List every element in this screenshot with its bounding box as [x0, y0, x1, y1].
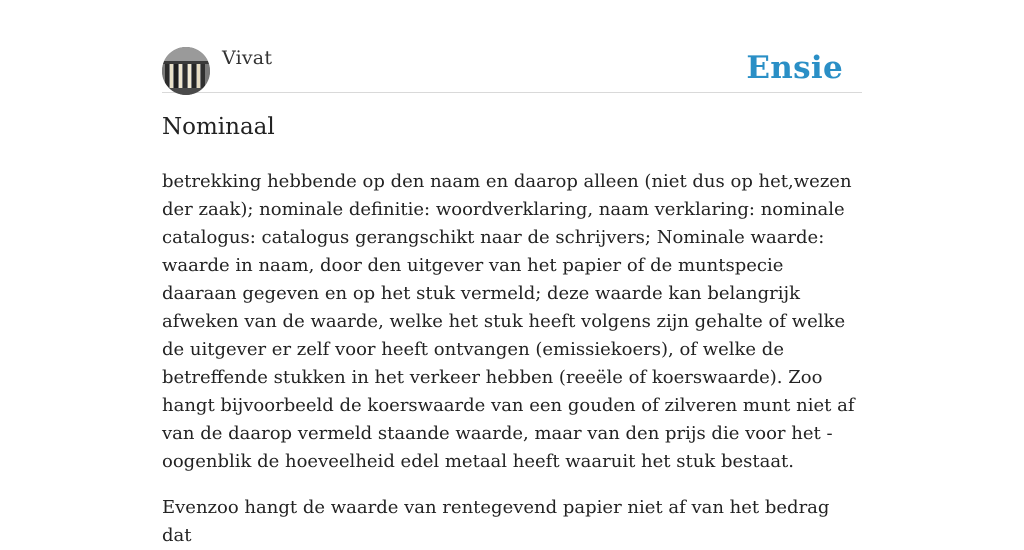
page-title: Nominaal	[162, 114, 275, 140]
article-paragraph-1: betrekking hebbende op den naam en daarop alleen (niet dus op het,wezen der zaak); nominale definitie: woordverklaring, naam verklaring: nominale catalogus: catalogus gerangschikt naar de schrijvers; Nominale waarde: waarde in naam, door den uitgever van het papier of de muntspecie daaraan gegeven en op het stuk vermeld; deze waarde kan belangrijk afweken van de waarde, welke het stuk heeft volgens zijn gehalte of welke de uitgever er zelf voor heeft ontvangen (emissiekoers), of welke de betreffende stukken in het verkeer hebben (reeële of koerswaarde). Zoo hangt bijvoorbeeld de koerswaarde van een gouden of zilveren munt niet af van de daarop vermeld staande waarde, maar van den prijs die voor het -oogenblik de hoeveelheid edel metaal heeft waaruit het stuk bestaat.	[162, 171, 855, 472]
page	[162, 0, 862, 546]
source-name[interactable]: Vivat	[222, 47, 273, 69]
book-spines-icon	[162, 47, 210, 95]
header	[162, 46, 862, 93]
brand-logo[interactable]: Ensie	[746, 50, 843, 86]
avatar[interactable]	[162, 47, 210, 95]
article-paragraph-2: Evenzoo hangt de waarde van rentegevend papier niet af van het bedrag dat	[162, 497, 830, 546]
